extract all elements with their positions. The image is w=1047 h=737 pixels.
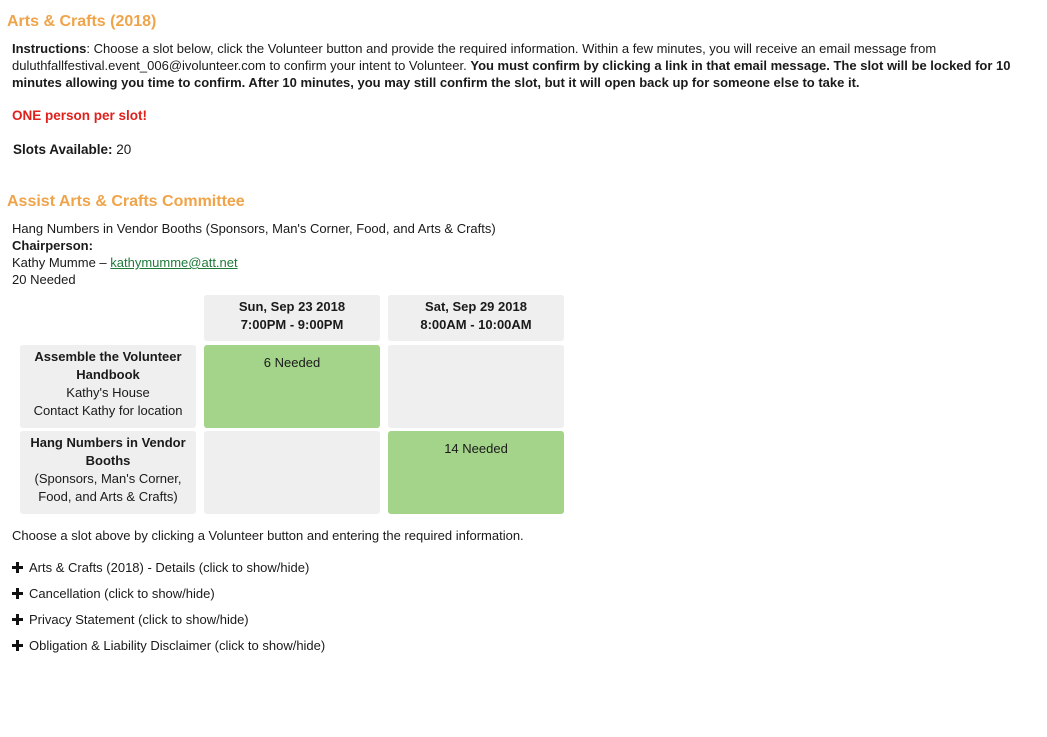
committee-info (12, 220, 496, 288)
choose-slot-instructions: Choose a slot above by clicking a Volunteer button and entering the required information. (12, 528, 524, 543)
slot-empty (388, 345, 564, 428)
slots-available (13, 142, 131, 157)
plus-icon (12, 588, 23, 599)
task-name: Hang Numbers in Vendor Booths (30, 435, 186, 468)
slot-needed-label: 14 Needed (444, 441, 508, 456)
date-header-time: 8:00AM - 10:00AM (420, 317, 532, 332)
committee-title: Assist Arts & Crafts Committee (7, 193, 245, 210)
date-header-time: 7:00PM - 9:00PM (240, 317, 344, 332)
toggle-label: Privacy Statement (click to show/hide) (29, 611, 249, 627)
slot-needed-label: 6 Needed (263, 355, 321, 370)
task-location: Kathy's House (66, 385, 150, 400)
slot-hang-numbers-sep-29[interactable] (388, 431, 564, 514)
slot-empty (204, 431, 380, 514)
task-hang-numbers (20, 431, 196, 514)
page-title: Arts & Crafts (2018) (7, 13, 157, 30)
date-header-day: Sat, Sep 29 2018 (425, 299, 527, 314)
task-detail-line2: Food, and Arts & Crafts) (38, 489, 178, 504)
toggle-label: Obligation & Liability Disclaimer (click to show/hide) (29, 637, 326, 653)
task-assemble-handbook (20, 345, 196, 428)
one-person-notice: ONE person per slot! (12, 108, 148, 123)
plus-icon (12, 640, 23, 651)
chairperson-line (12, 254, 496, 271)
slots-available-value: 20 (116, 142, 132, 157)
instructions-text (12, 40, 1032, 91)
date-header-day: Sun, Sep 23 2018 (238, 299, 346, 314)
committee-needed: 20 Needed (12, 272, 76, 287)
date-header-sep-23 (204, 295, 380, 341)
toggle-cancellation[interactable] (12, 580, 325, 606)
committee-description: Hang Numbers in Vendor Booths (Sponsors, Man's Corner, Food, and Arts & Crafts) (12, 221, 496, 236)
chairperson-name: Kathy Mumme – (12, 255, 111, 270)
plus-icon (12, 562, 23, 573)
slots-available-label: Slots Available: (13, 142, 113, 157)
task-note: Contact Kathy for location (33, 403, 183, 418)
instructions-confirm-note: You must confirm by clicking a link in that email message. The slot will be locked for 10 minutes allowing you time to confirm. After 10 minutes, you may still confirm the slot, but it will open back up for someone else to take it. (12, 58, 1011, 90)
instructions-body: : Choose a slot below, click the Volunteer button and provide the required information. Within a few minutes, you will receive an email message from duluthfallfestival.event_006@ivolunteer.com to confirm your intent to Volunteer. (12, 41, 937, 73)
chairperson-label: Chairperson: (12, 238, 93, 253)
date-header-sep-29 (388, 295, 564, 341)
plus-icon (12, 614, 23, 625)
toggle-privacy[interactable] (12, 606, 325, 632)
toggle-details[interactable] (12, 554, 325, 580)
collapsible-sections (12, 554, 325, 658)
chairperson-email-link[interactable]: kathymumme@att.net (110, 255, 238, 270)
instructions-label: Instructions (12, 41, 87, 56)
slot-handbook-sep-23[interactable] (204, 345, 380, 428)
toggle-disclaimer[interactable] (12, 632, 325, 658)
task-detail-line1: (Sponsors, Man's Corner, (34, 471, 182, 486)
toggle-label: Cancellation (click to show/hide) (29, 585, 215, 601)
task-name: Assemble the Volunteer Handbook (34, 349, 182, 382)
toggle-label: Arts & Crafts (2018) - Details (click to show/hide) (29, 559, 310, 575)
